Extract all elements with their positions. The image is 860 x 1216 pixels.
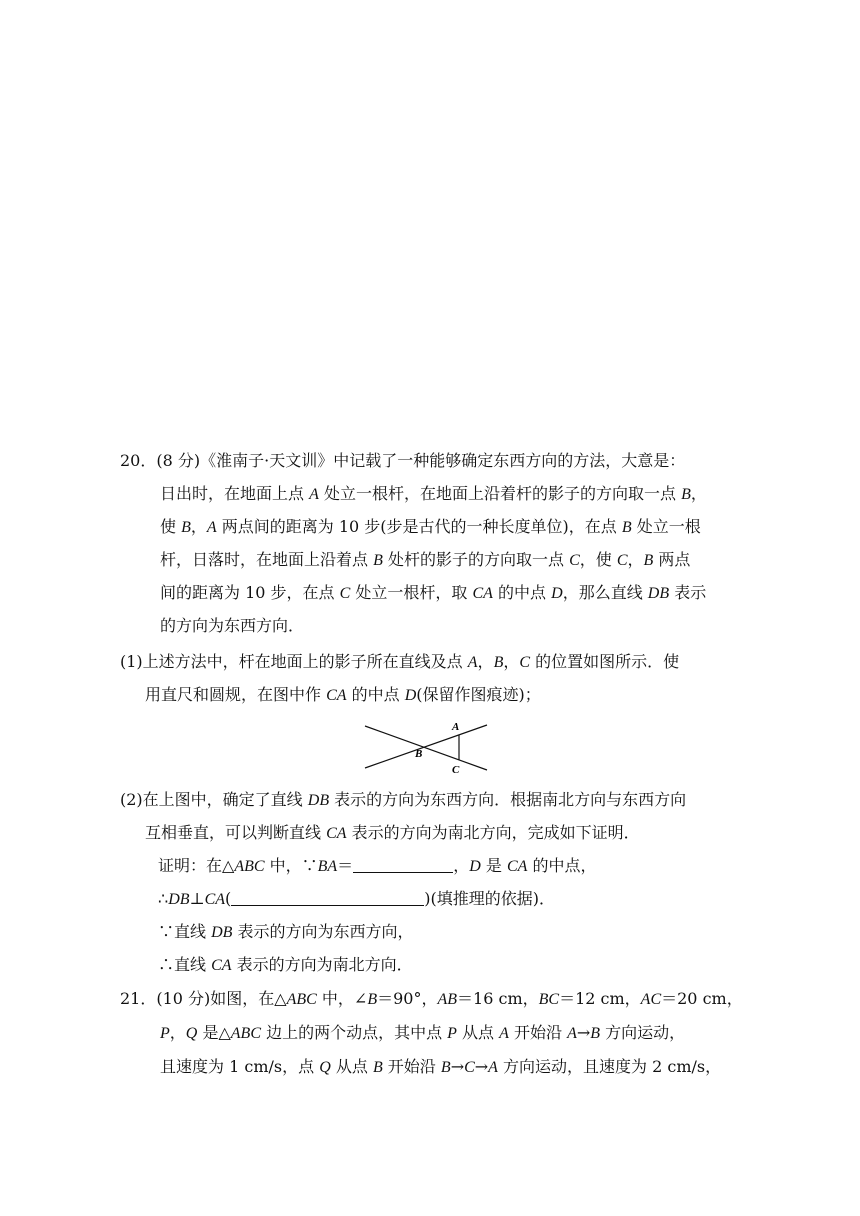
math-variable: CA — [204, 891, 226, 908]
math-variable: C — [339, 585, 351, 602]
math-variable: BA — [317, 858, 338, 875]
q20-part2-line: 互相垂直，可以判断直线 CA 表示的方向为南北方向，完成如下证明． — [145, 823, 640, 842]
q20-text-line: 的方向为东西方向． — [160, 616, 305, 635]
q20-part1-line: 用直尺和圆规，在图中作 CA 的中点 D(保留作图痕迹)； — [145, 685, 541, 704]
math-variable: B — [493, 654, 504, 671]
math-variable: B — [621, 519, 632, 536]
math-variable: ABC — [286, 991, 317, 1008]
q20-part1-line: (1)上述方法中，杆在地面上的影子所在直线及点 A，B，C 的位置如图所示．使 — [120, 652, 680, 671]
q20-text-line: 使 B，A 两点间的距离为 10 步(步是古代的一种长度单位)，在点 B 处立一根 — [160, 517, 701, 536]
q21-text-line: 且速度为 1 cm/s，点 Q 从点 B 开始沿 B→C→A 方向运动，且速度为 2 cm/s， — [160, 1057, 722, 1076]
q21-header: 21．(10 分)如图，在△ABC 中，∠B＝90°，AB＝16 cm，BC＝12 cm，AC＝20 cm， — [120, 989, 743, 1008]
fill-in-blank[interactable] — [231, 889, 424, 906]
point-a-label: A — [452, 721, 460, 733]
math-variable: C — [569, 552, 580, 569]
proof-line: ∴直线 CA 表示的方向为南北方向． — [158, 955, 413, 974]
proof-line: ∵直线 DB 表示的方向为东西方向， — [158, 922, 414, 941]
sunrise-shadow-line — [365, 725, 487, 768]
math-variable: D — [551, 585, 563, 602]
q20-part2-line: (2)在上图中，确定了直线 DB 表示的方向为东西方向．根据南北方向与东西方向 — [120, 790, 687, 809]
math-variable: CA — [326, 687, 347, 704]
math-variable: CA — [211, 957, 232, 974]
math-variable: CA — [506, 858, 528, 875]
math-variable: P — [160, 1025, 170, 1042]
q20-text-line: 日出时，在地面上点 A 处立一根杆，在地面上沿着杆的影子的方向取一点 B， — [160, 484, 707, 503]
q20-text-line: 杆，日落时，在地面上沿着点 B 处杆的影子的方向取一点 C，使 C，B 两点 — [160, 550, 691, 569]
math-variable: D — [404, 687, 417, 704]
math-variable: C — [464, 1059, 475, 1076]
math-variable: A — [206, 519, 217, 536]
math-variable: CA — [472, 585, 493, 602]
point-c-label: C — [452, 764, 460, 776]
math-variable: BC — [538, 991, 560, 1008]
math-variable: C — [519, 654, 531, 671]
math-variable: B — [372, 1059, 383, 1076]
q20-header: 20．(8 分)《淮南子·天文训》中记载了一种能够确定东西方向的方法，大意是： — [120, 451, 686, 470]
math-variable: B — [373, 552, 383, 569]
math-variable: Q — [319, 1059, 331, 1076]
math-variable: AC — [640, 991, 662, 1008]
math-variable: B — [367, 991, 378, 1008]
math-variable: C — [616, 552, 628, 569]
math-variable: A — [567, 1025, 577, 1042]
math-variable: DB — [647, 585, 670, 602]
math-variable: A — [467, 654, 478, 671]
math-variable: B — [440, 1059, 451, 1076]
math-variable: AB — [437, 991, 458, 1008]
math-variable: A — [488, 1059, 498, 1076]
math-variable: B — [681, 486, 691, 503]
q20-text-line: 间的距离为 10 步，在点 C 处立一根杆，取 CA 的中点 D，那么直线 DB 表示 — [160, 583, 707, 602]
point-b-label: B — [415, 748, 423, 760]
math-variable: B — [181, 519, 191, 536]
math-variable: CA — [326, 825, 347, 842]
math-variable: A — [499, 1025, 509, 1042]
shadow-lines-figure — [360, 718, 495, 778]
fill-in-blank[interactable] — [353, 856, 453, 873]
math-variable: DB — [168, 891, 190, 908]
proof-line: ∴DB⊥CA( )(填推理的依据)． — [158, 889, 555, 908]
math-variable: B — [643, 552, 654, 569]
math-variable: ABC — [234, 858, 265, 875]
math-variable: ABC — [230, 1025, 261, 1042]
math-variable: DB — [307, 792, 330, 809]
math-variable: DB — [211, 924, 233, 941]
math-variable: D — [469, 858, 481, 875]
proof-line: 证明：在△ABC 中，∵BA＝ ，D 是 CA 的中点， — [158, 856, 597, 875]
math-variable: A — [309, 486, 319, 503]
q21-text-line: P，Q 是△ABC 边上的两个动点，其中点 P 从点 A 开始沿 A→B 方向运动， — [160, 1023, 686, 1042]
math-variable: B — [590, 1025, 601, 1042]
math-variable: Q — [185, 1025, 198, 1042]
math-variable: P — [447, 1025, 457, 1042]
sunset-shadow-line — [365, 726, 487, 770]
